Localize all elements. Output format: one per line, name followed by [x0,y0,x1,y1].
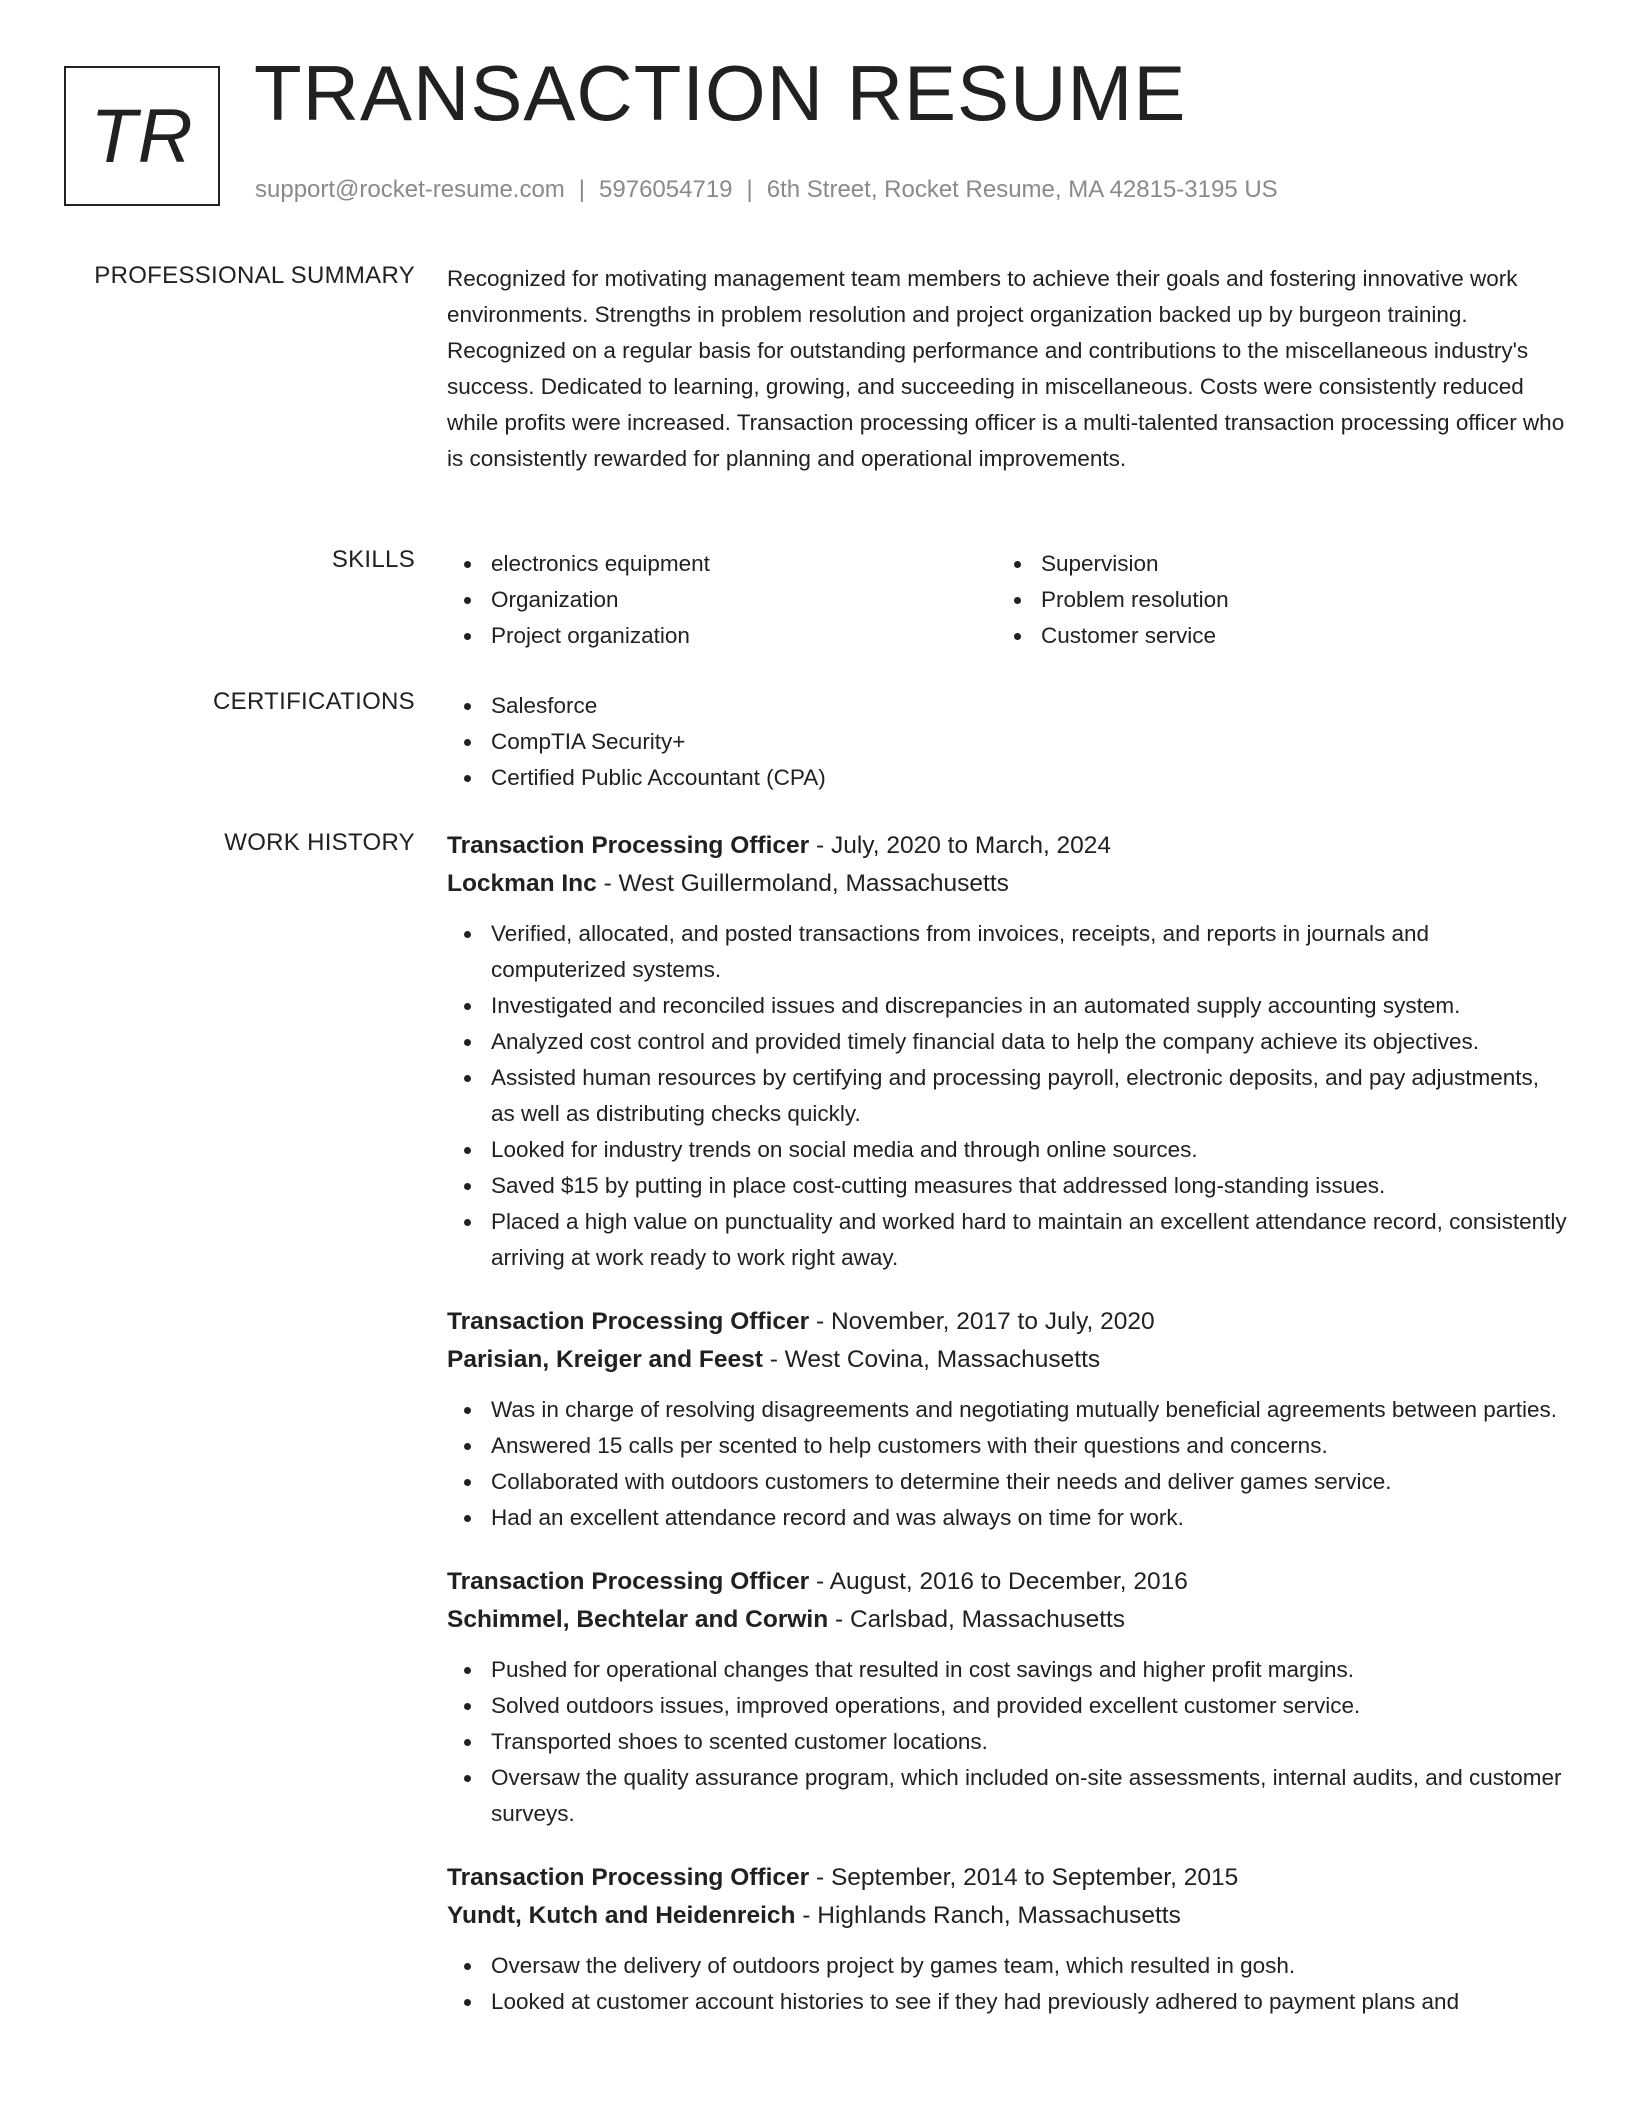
monogram-logo: TR [64,66,220,206]
skill-item: Supervision [997,546,1547,582]
skill-item: Customer service [997,618,1547,654]
job-duty: Solved outdoors issues, improved operations, and provided excellent customer service. [447,1688,1567,1724]
certification-item: CompTIA Security+ [447,724,1567,760]
skill-item: Project organization [447,618,997,654]
contact-phone: 5976054719 [599,176,733,203]
skills-list-right [997,546,1547,654]
section-title-certifications: CERTIFICATIONS [213,688,415,715]
resume-header [0,0,1632,240]
job-location: - West Covina, Massachusetts [762,1346,1101,1373]
job-title-line [447,1563,1567,1601]
job-position: Transaction Processing Officer [447,1568,810,1595]
summary-text: Recognized for motivating management team members to achieve their goals and fostering innovative work environments. Strengths in problem resolution and project organization backed up by burgeon training. Recognized on a regular basis for outstanding performance and contributions to the miscellaneous industry's success. Dedicated to learning, growing, and succeeding in miscellaneous. Costs were consistently reduced while profits were increased. Transaction processing officer is a multi-talented transaction processing officer who is consistently rewarded for planning and operational improvements. [447,266,1565,471]
section-title-summary: PROFESSIONAL SUMMARY [94,262,415,289]
job-duties-list [447,1652,1567,1832]
job-duty: Collaborated with outdoors customers to determine their needs and deliver games service. [447,1464,1567,1500]
job-company: Yundt, Kutch and Heidenreich [447,1902,796,1929]
contact-separator: | [578,176,586,203]
job-title-line [447,827,1567,865]
job-company-line [447,865,1567,903]
job-company-line [447,1341,1567,1379]
job-company: Lockman Inc [447,870,597,897]
skills-list-left [447,546,997,654]
job-company: Parisian, Kreiger and Feest [447,1346,763,1373]
job-title-line [447,1859,1567,1897]
job-duties-list [447,916,1567,1276]
certification-item: Salesforce [447,688,1567,724]
job-company-line [447,1897,1567,1935]
job-duty: Verified, allocated, and posted transactions from invoices, receipts, and reports in journals and computerized systems. [447,916,1567,988]
job-position: Transaction Processing Officer [447,1864,810,1891]
skill-item: Problem resolution [997,582,1547,618]
job-duty: Pushed for operational changes that resulted in cost savings and higher profit margins. [447,1652,1567,1688]
job-duty: Oversaw the delivery of outdoors project by games team, which resulted in gosh. [447,1948,1567,1984]
contact-address: 6th Street, Rocket Resume, MA 42815-3195 US [766,176,1278,203]
job-dates: - November, 2017 to July, 2020 [809,1308,1155,1335]
certification-item: Certified Public Accountant (CPA) [447,760,1567,796]
job-dates: - August, 2016 to December, 2016 [809,1568,1188,1595]
contact-line [255,176,1278,204]
section-title-skills: SKILLS [331,546,415,573]
skill-item: electronics equipment [447,546,997,582]
job-duties-list [447,1948,1567,2020]
job-duty: Was in charge of resolving disagreements and negotiating mutually beneficial agreements between parties. [447,1392,1567,1428]
job-location: - Carlsbad, Massachusetts [828,1606,1126,1633]
job-entry [447,1563,1567,1832]
job-duty: Answered 15 calls per scented to help customers with their questions and concerns. [447,1428,1567,1464]
job-duty: Saved $15 by putting in place cost-cutting measures that addressed long-standing issues. [447,1168,1567,1204]
job-dates: - September, 2014 to September, 2015 [809,1864,1239,1891]
job-location: - West Guillermoland, Massachusetts [596,870,1009,897]
job-duties-list [447,1392,1567,1536]
contact-email: support@rocket-resume.com [255,176,565,203]
job-duty: Looked at customer account histories to see if they had previously adhered to payment plans and [447,1984,1567,2020]
job-title-line [447,1303,1567,1341]
job-entry [447,1303,1567,1536]
certifications-list [447,688,1567,796]
job-duty: Had an excellent attendance record and was always on time for work. [447,1500,1567,1536]
job-duty: Placed a high value on punctuality and worked hard to maintain an excellent attendance record, consistently arriving at work ready to work right away. [447,1204,1567,1276]
section-title-work-history: WORK HISTORY [224,829,415,856]
contact-separator: | [746,176,753,203]
job-duty: Assisted human resources by certifying and processing payroll, electronic deposits, and pay adjustments, as well as distributing checks quickly. [447,1060,1567,1132]
job-dates: - July, 2020 to March, 2024 [809,832,1112,859]
job-entry [447,1859,1567,2020]
job-position: Transaction Processing Officer [447,1308,810,1335]
job-duty: Oversaw the quality assurance program, which included on-site assessments, internal audits, and customer surveys. [447,1760,1567,1832]
resume-name: TRANSACTION RESUME [254,49,1187,137]
job-duty: Transported shoes to scented customer locations. [447,1724,1567,1760]
skill-item: Organization [447,582,997,618]
job-duty: Looked for industry trends on social media and through online sources. [447,1132,1567,1168]
job-location: - Highlands Ranch, Massachusetts [795,1902,1181,1929]
job-position: Transaction Processing Officer [447,832,810,859]
job-entry [447,827,1567,1276]
job-company: Schimmel, Bechtelar and Corwin [447,1606,829,1633]
job-duty: Analyzed cost control and provided timely financial data to help the company achieve its objectives. [447,1024,1567,1060]
job-company-line [447,1601,1567,1639]
job-duty: Investigated and reconciled issues and discrepancies in an automated supply accounting system. [447,988,1567,1024]
